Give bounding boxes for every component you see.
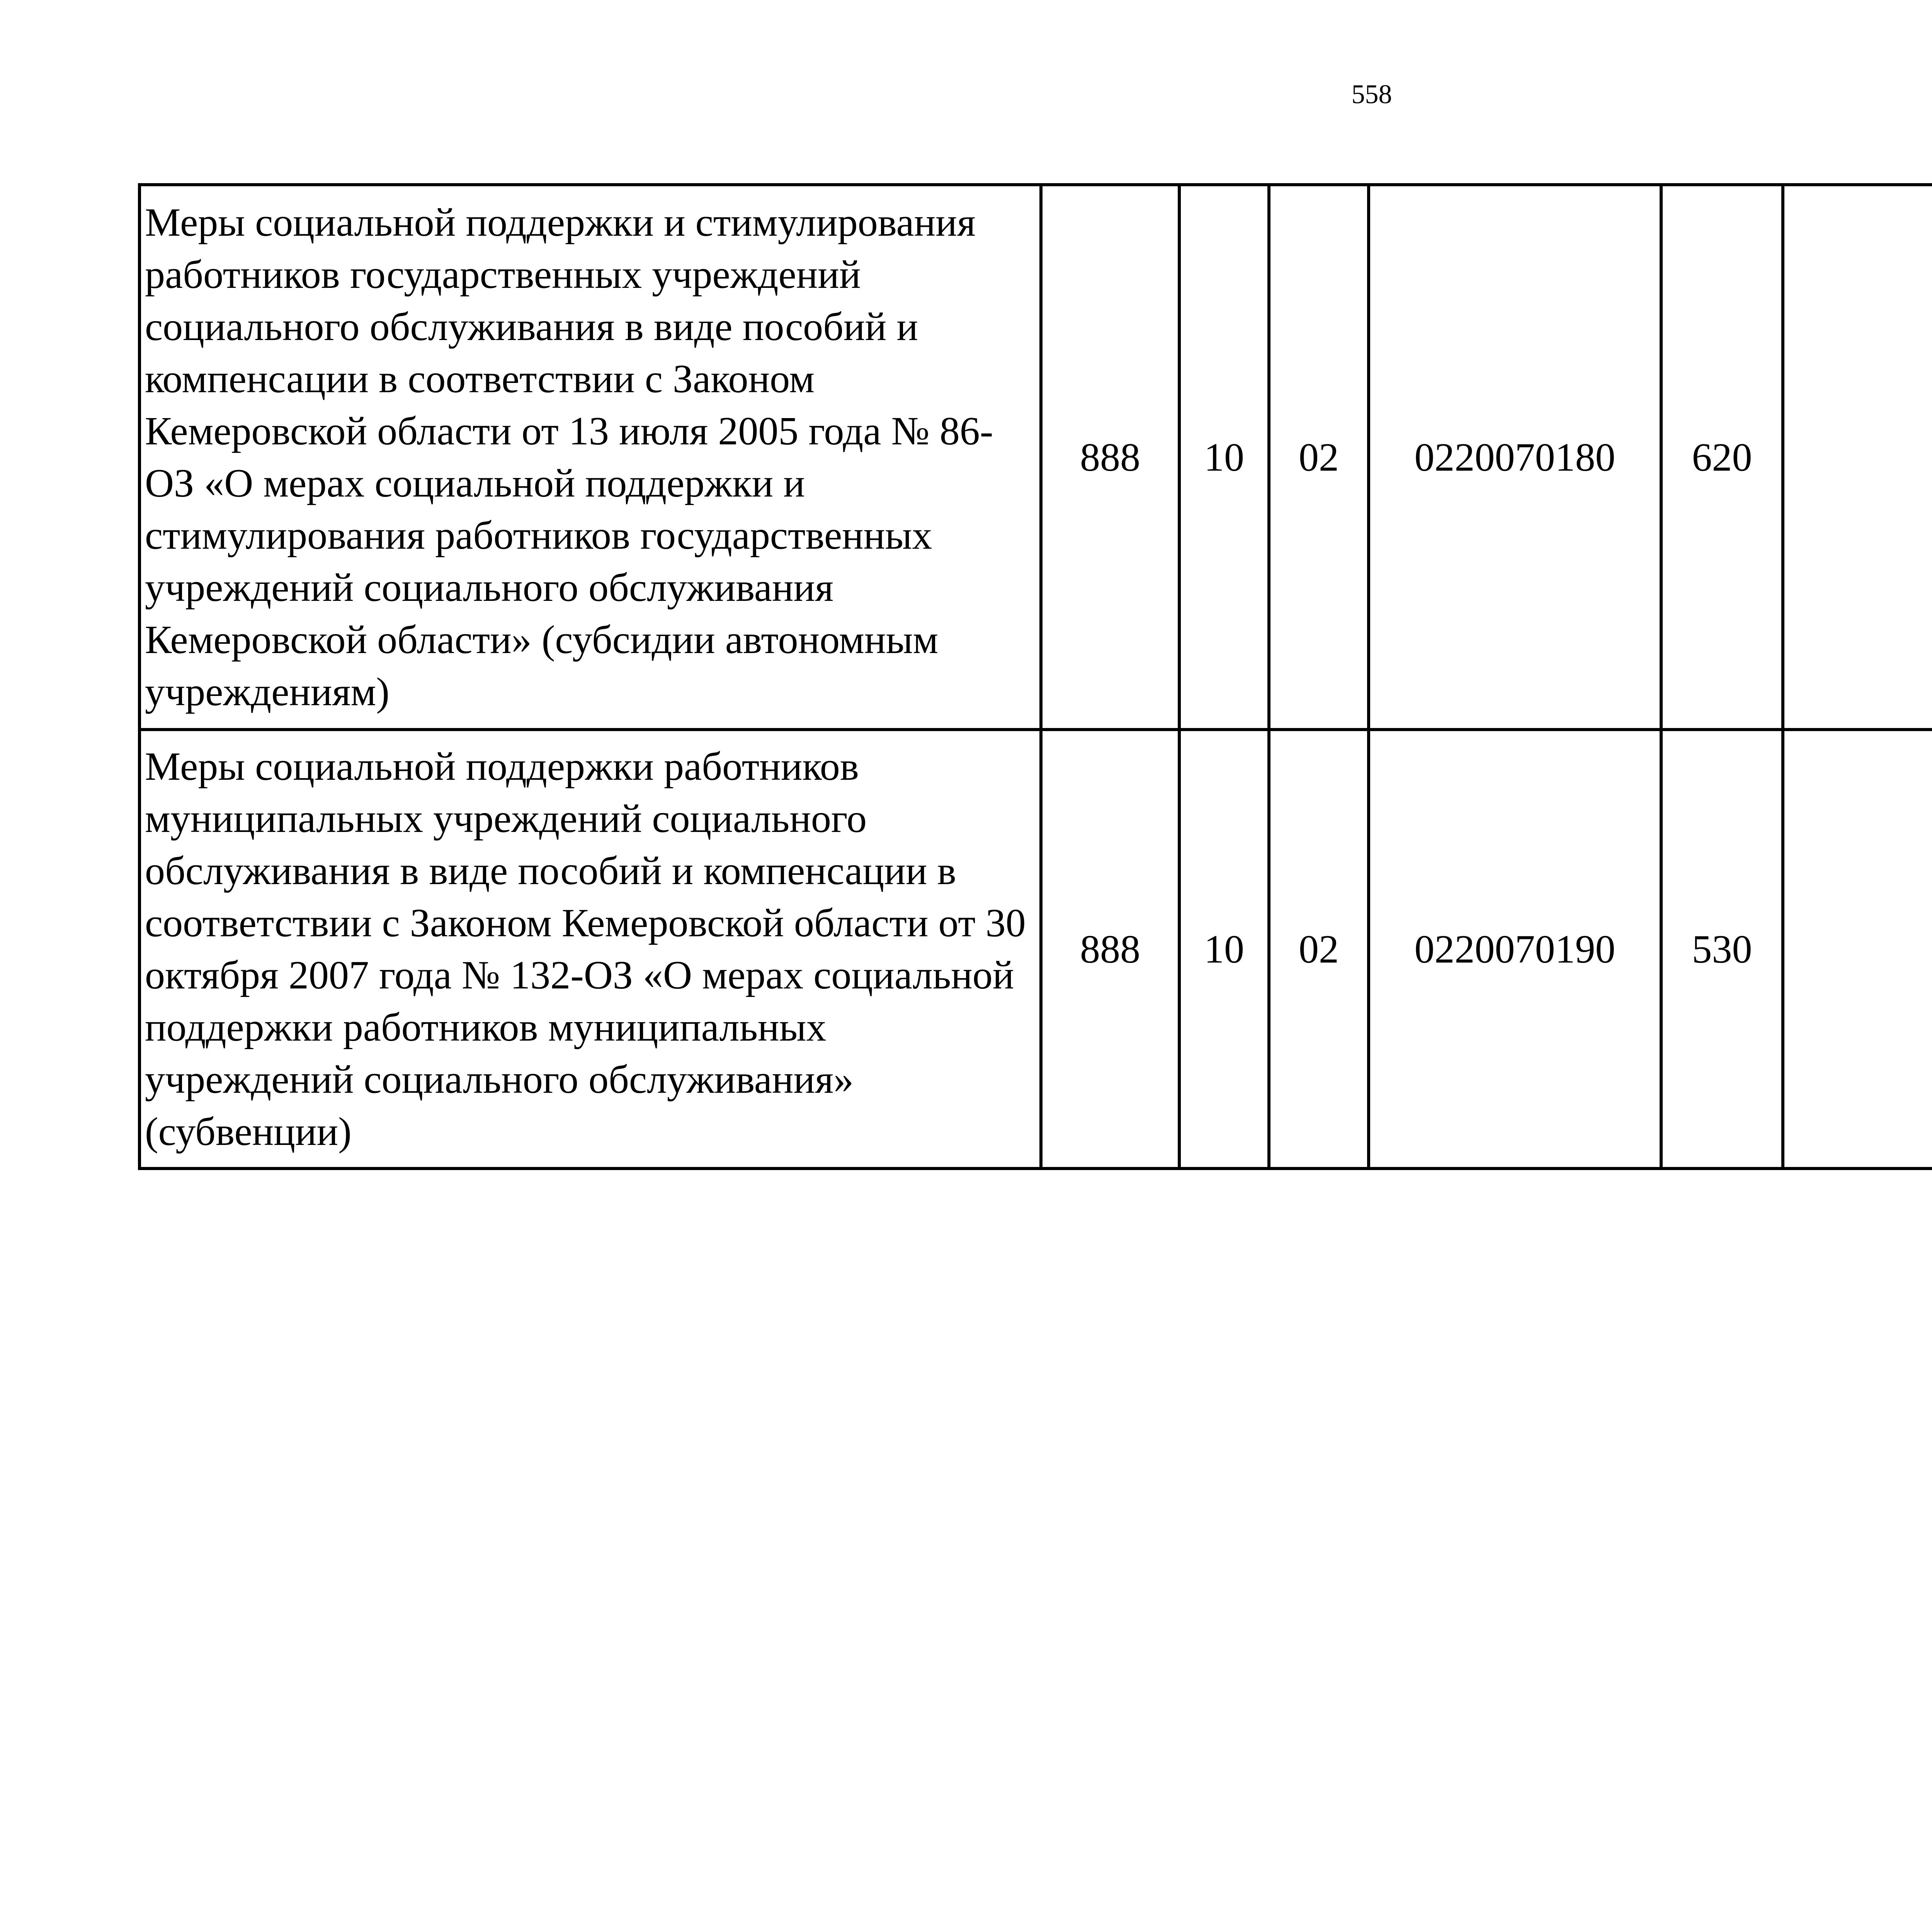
ministry-code: 888 <box>1041 185 1179 730</box>
row-description: Меры социальной поддержки работников муниципальных учреждений социального обслуживания в виде пособий и компенсации в соответствии с Законом Кемеровской области от 30 октября 2007 года № 132-ОЗ «О мерах социальной поддержки работников муниципальных учреждений социального обслуживания» (субвенции) <box>139 730 1041 1169</box>
row-description: Меры социальной поддержки и стимулирования работников государственных учреждений социального обслуживания в виде пособий и компенсации в соответствии с Законом Кемеровской области от 13 июля 2005 года № 86-ОЗ «О мерах социальной поддержки и стимулирования работников государственных учреждений социального обслуживания Кемеровской области» (субсидии автономным учреждениям) <box>139 185 1041 730</box>
section-code: 10 <box>1179 185 1269 730</box>
expense-type-code: 530 <box>1661 730 1783 1169</box>
table-row <box>139 730 1932 1169</box>
subsection-code: 02 <box>1269 730 1369 1169</box>
ministry-code: 888 <box>1041 730 1179 1169</box>
table-row <box>139 185 1932 730</box>
amount-year-1 <box>1783 730 1932 1169</box>
expense-type-code: 620 <box>1661 185 1783 730</box>
budget-table <box>138 183 1932 1170</box>
target-article-code: 0220070180 <box>1369 185 1661 730</box>
target-article-code: 0220070190 <box>1369 730 1661 1169</box>
amount-year-1 <box>1783 185 1932 730</box>
page-number: 558 <box>1351 80 1392 109</box>
subsection-code: 02 <box>1269 185 1369 730</box>
section-code: 10 <box>1179 730 1269 1169</box>
